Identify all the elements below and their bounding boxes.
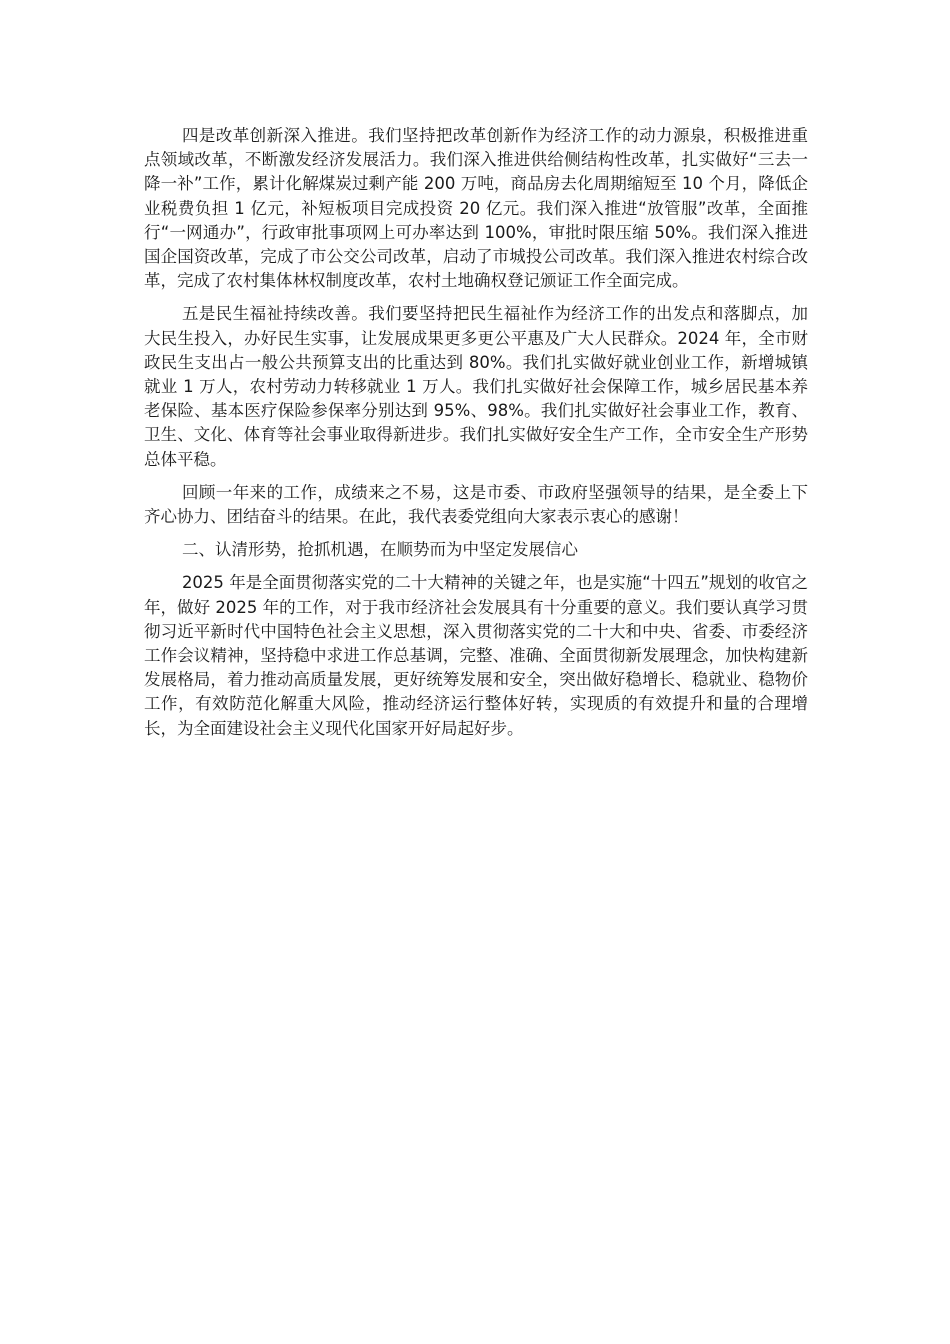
document-body bbox=[144, 124, 808, 750]
paragraph-review: 回顾一年来的工作，成绩来之不易，这是市委、市政府坚强领导的结果，是全委上下齐心协力、团结奋斗的结果。在此，我代表委党组向大家表示衷心的感谢！ bbox=[144, 482, 808, 527]
section-heading: 二、认清形势，抢抓机遇，在顺势而为中坚定发展信心 bbox=[181, 540, 578, 560]
paragraph-livelihood: 五是民生福祉持续改善。我们要坚持把民生福祉作为经济工作的出发点和落脚点，加大民生投入，办好民生实事，让发展成果更多更公平惠及广大人民群众。2024 年，全市财政民生支出占一般公共预算支出的比重达到 80%。我们扎实做好就业创业工作，新增城镇就业 1 万人，农村劳动力转移就业 1 万人。我们扎实做好社会保障工作，城乡居民基本养老保险、基本医疗保险参保率分别达到 95%、98%。我们扎实做好社会事业工作，教育、卫生、文化、体育等社会事业取得新进步。我们扎实做好安全生产工作，全市安全生产形势总体平稳。 bbox=[144, 304, 808, 469]
paragraph-reform-innovation: 四是改革创新深入推进。我们坚持把改革创新作为经济工作的动力源泉，积极推进重点领域改革，不断激发经济发展活力。我们深入推进供给侧结构性改革，扎实做好“三去一降一补”工作，累计化解煤炭过剩产能 200 万吨，商品房去化周期缩短至 10 个月，降低企业税费负担 1 亿元，补短板项目完成投资 20 亿元。我们深入推进“放管服”改革，全面推行“一网通办”，行政审批事项网上可办率达到 100%，审批时限压缩 50%。我们深入推进国企国资改革，完成了市公交公司改革，启动了市城投公司改革。我们深入推进农村综合改革，完成了农村集体林权制度改革，农村土地确权登记颁证工作全面完成。 bbox=[144, 126, 808, 291]
paragraph-2025-outlook: 2025 年是全面贯彻落实党的二十大精神的关键之年，也是实施“十四五”规划的收官之年，做好 2025 年的工作，对于我市经济社会发展具有十分重要的意义。我们要认真学习贯彻习近平新时代中国特色社会主义思想，深入贯彻落实党的二十大和中央、省委、市委经济工作会议精神，坚持稳中求进工作总基调，完整、准确、全面贯彻新发展理念，加快构建新发展格局，着力推动高质量发展，更好统筹发展和安全，突出做好稳增长、稳就业、稳物价工作，有效防范化解重大风险，推动经济运行整体好转，实现质的有效提升和量的合理增长，为全面建设社会主义现代化国家开好局起好步。 bbox=[144, 573, 808, 738]
